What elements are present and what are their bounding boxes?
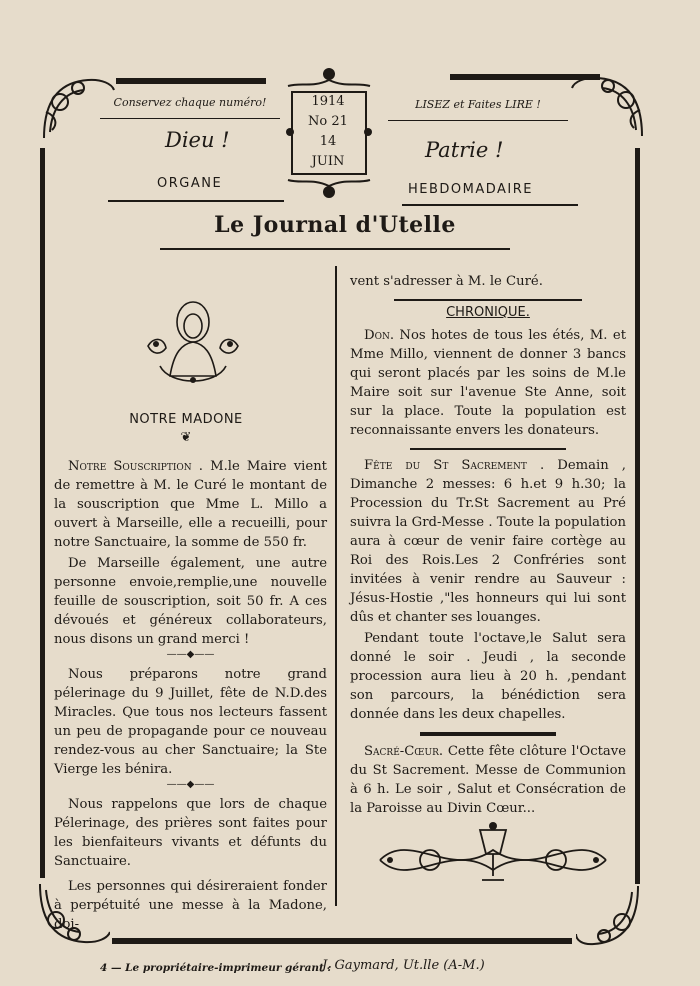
section-rule [420, 732, 556, 736]
paragraph [54, 554, 327, 649]
separator-ornament-icon: ——◆—— [166, 779, 215, 790]
motto-underline-right [388, 120, 568, 121]
patrie-label: Patrie ! [425, 138, 504, 162]
printer-name: J. Gaymard, Ut.lle (A-M.) [322, 958, 485, 973]
paragraph-body: Nous préparons notre grand pélerinage du 9 Juillet, fête de N.D.des Miracles. Que tous nos lecteurs fassent un peu de propagande pour ce nouveau rendez-vous au cher Sanctuaire; la Ste Vierge les bénira. [54, 667, 327, 777]
date-box [288, 92, 368, 192]
notre-madone-heading: NOTRE MADONE [129, 412, 243, 427]
chronique-rule [394, 299, 582, 301]
title-underline [160, 248, 510, 250]
frame-right-rule [635, 148, 640, 884]
header-rule-left [108, 200, 284, 202]
paragraph-body: De Marseille également, une autre personne envoie,remplie,une nouvelle feuille de souscription, soit 50 fr. A ces dévoués et généreux collaborateurs, nous disons un grand merci ! [54, 556, 327, 647]
organe-label: ORGANE [157, 176, 223, 191]
paragraph-body: . Demain , Dimanche 2 messes: 6 h.et 9 h.30; la Procession du Tr.St Sacrement au Pré suivra la Grd-Messe . Toute la population aura à cœur de venir faire cortège au Roi des Rois.Les 2 Confréries sont invitées à venir rendre au Sauveur : Jésus-Hostie ,"les honneurs qui lui sont dûs et chanter ses louanges. [350, 458, 626, 625]
issue-number: No 21 [308, 114, 348, 129]
frame-bottom-rule [112, 938, 572, 944]
paragraph [350, 326, 626, 440]
continuation-line: vent s'adresser à M. le Curé. [350, 274, 543, 289]
paragraph [350, 742, 626, 818]
paragraph-body: . M.le Maire vient de remettre à M. le Curé le montant de la souscription que Mme L. Millo a ouvert à Marseille, elle a recueilli, pour notre Sanctuaire, la somme de 550 fr. [54, 459, 327, 550]
paragraph [54, 795, 327, 871]
chronique-heading: CHRONIQUE. [446, 305, 530, 320]
footer-printer-line [100, 962, 331, 974]
dieu-label: Dieu ! [165, 128, 230, 152]
fleuron-icon: ❦ [180, 430, 192, 445]
right-column-text [350, 272, 626, 818]
printer-label: — Le propriétaire-imprimeur gérant : [110, 962, 332, 974]
paragraph-lead: Fête du St Sacrement [364, 458, 527, 473]
issue-month: JUIN [311, 154, 345, 169]
paragraph-body: Les personnes qui désireraient fonder à perpétuité une messe à la Madone, doi- [54, 879, 327, 932]
paragraph-lead: Notre Souscription [68, 459, 192, 474]
column-divider [335, 266, 337, 906]
left-column-text [54, 457, 327, 934]
madonna-vignette-icon [140, 296, 246, 388]
chalice-ornament-icon [370, 820, 616, 900]
paragraph [54, 877, 327, 934]
newspaper-title: Le Journal d'Utelle [214, 212, 456, 238]
page-number: 4 [100, 962, 108, 974]
paragraph-body: Nous rappelons que lors de chaque Pélerinage, des prières sont faites pour les bienfaiteurs vivants et défunts du Sanctuaire. [54, 797, 327, 869]
frame-left-rule [40, 148, 45, 878]
paragraph [350, 629, 626, 724]
hebdomadaire-label: HEBDOMADAIRE [408, 182, 534, 197]
issue-day: 14 [319, 134, 337, 149]
corner-flourish-icon [568, 70, 648, 140]
paragraph-body: . Nos hotes de tous les étés, M. et Mme Millo, viennent de donner 3 bancs qui seront placés par les soins de M.le Maire soit sur l'avenue Ste Anne, soit sur la place. Toute la population est reconnaissante envers les donateurs. [350, 328, 626, 438]
separator-ornament-icon: ——◆—— [166, 649, 215, 660]
paragraph-lead: Don [364, 328, 390, 343]
paragraph [54, 457, 327, 552]
motto-underline-left [100, 118, 280, 119]
left-motto: Conservez chaque numéro! [113, 96, 267, 109]
paragraph-body: Pendant toute l'octave,le Salut sera donné le soir . Jeudi , la seconde procession aura lieu à 20 h. ,pendant son parcours, la bénédiction sera donnée dans les deux chapelles. [350, 631, 626, 722]
right-motto: LISEZ et Faites LIRE ! [415, 98, 541, 111]
paragraph-lead: Sacré-Cœur [364, 744, 439, 759]
paragraph [54, 665, 327, 779]
frame-top-left-rule [116, 78, 266, 84]
paragraph-body: . Cette fête clôture l'Octave du St Sacrement. Messe de Communion à 6 h. Le soir , Salut et Consécration de la Paroisse au Divin Cœur... [350, 744, 626, 816]
paragraph [350, 456, 626, 627]
issue-year: 1914 [311, 94, 345, 109]
header-rule-right [402, 204, 578, 206]
section-rule [410, 448, 566, 450]
